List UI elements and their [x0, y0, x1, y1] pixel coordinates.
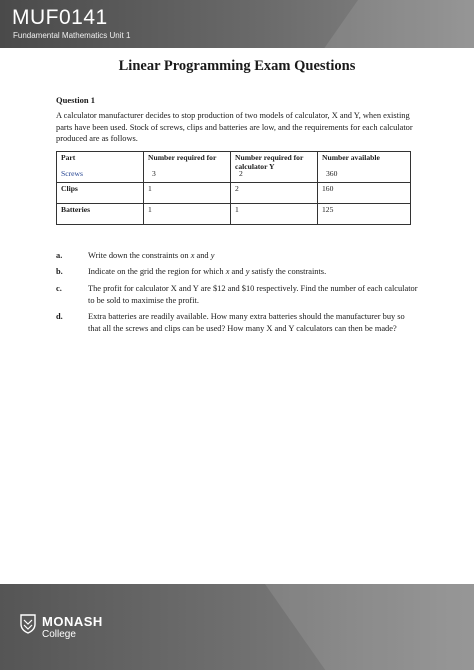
table-header-cell: Part	[57, 152, 144, 183]
table-cell: 125	[318, 204, 411, 225]
item-letter: c.	[56, 284, 62, 293]
table-cell: 1	[144, 204, 231, 225]
table-header-cell: Number required for calculator Y	[231, 152, 318, 183]
table-header-cell: Number required for	[144, 152, 231, 183]
logo-name: MONASH	[42, 614, 103, 629]
item-letter: b.	[56, 267, 63, 276]
table-cell: Clips	[57, 183, 144, 204]
item-text: The profit for calculator X and Y are $12 and $10 respectively. Find the number of each calculator to be sold to maximise the profit.	[88, 284, 418, 305]
document-title: Linear Programming Exam Questions	[118, 58, 356, 74]
table-cell: 1	[231, 204, 318, 225]
item-text: Write down the constraints on x and y	[88, 251, 215, 260]
logo-subtitle: College	[42, 629, 76, 640]
table-row	[57, 204, 411, 225]
table-cell: 160	[318, 183, 411, 204]
item-letter: a.	[56, 251, 63, 260]
question-heading: Question 1	[56, 95, 95, 105]
table-header-row	[57, 152, 411, 183]
table-cell: 3	[152, 169, 156, 178]
course-code: MUF0141	[12, 6, 108, 29]
table-cell: 360	[326, 169, 338, 178]
table-cell: 1	[144, 183, 231, 204]
monash-shield-icon	[20, 614, 36, 634]
item-text: Indicate on the grid the region for which x and y satisfy the constraints.	[88, 267, 327, 276]
monash-college-logo	[20, 614, 140, 646]
course-name: Fundamental Mathematics Unit 1	[13, 31, 131, 40]
table-cell: Screws	[61, 169, 83, 178]
footer-band	[0, 584, 474, 670]
table-cell: 2	[231, 183, 318, 204]
table-header-cell: Number available	[318, 152, 411, 183]
table-cell: Batteries	[57, 204, 144, 225]
requirements-table	[56, 151, 411, 225]
table-cell: 2	[239, 169, 243, 178]
item-text: Extra batteries are readily available. How many extra batteries should the manufacturer buy so that all the screws and clips can be used? How many X and Y calculators can then be made?	[88, 312, 405, 333]
header-band	[0, 0, 474, 48]
item-letter: d.	[56, 312, 63, 321]
question-intro: A calculator manufacturer decides to stop production of two models of calculator, X and Y, when existing parts have been used. Stock of screws, clips and batteries are low, and the requirements for each calculator produced are as follows.	[56, 111, 413, 144]
table-row	[57, 183, 411, 204]
